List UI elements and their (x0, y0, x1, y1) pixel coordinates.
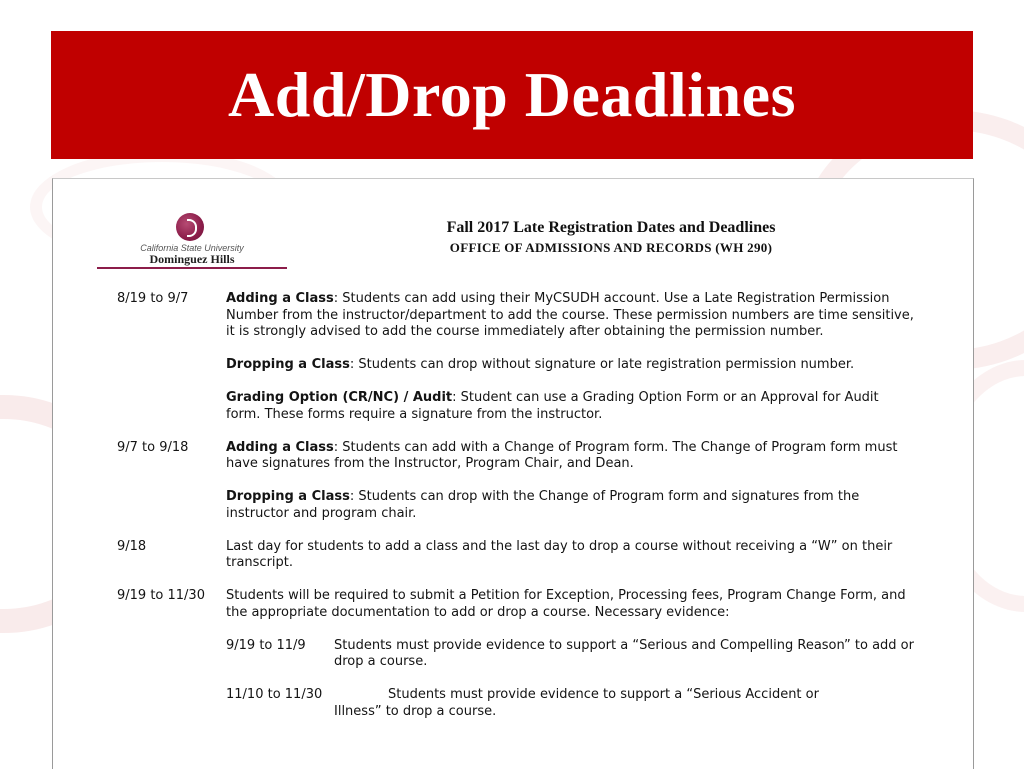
sub-entry-text (334, 687, 917, 720)
entry-date: 8/19 to 9/7 (117, 291, 189, 306)
entry-paragraph (226, 390, 917, 423)
deadline-entry (117, 539, 917, 572)
entry-date: 9/18 (117, 538, 147, 554)
paragraph-label: Dropping a Class (226, 357, 350, 372)
document-heading (293, 219, 929, 256)
slide-title: Add/Drop Deadlines (228, 59, 796, 130)
logo-rule (97, 267, 287, 269)
sub-entry-text-line: Illness” to drop a course. (334, 703, 497, 719)
university-seal-icon (176, 213, 204, 241)
sub-entry-text: Students must provide evidence to support a “Serious and Compelling Reason” to add or drop a course. (334, 637, 914, 669)
entry-paragraph (226, 440, 917, 473)
deadline-entry (117, 291, 917, 423)
deadline-entry (117, 588, 917, 720)
paragraph-text: : Students can drop without signature or late registration permission number. (349, 357, 855, 372)
evidence-sub-entry (226, 638, 917, 671)
entry-paragraph (226, 357, 917, 374)
paragraph-label: Grading Option (CR/NC) / Audit (226, 390, 453, 405)
paragraph-label: Adding a Class (226, 291, 334, 306)
evidence-sub-entry (226, 687, 917, 720)
paragraph-text: : Student can use a Grading Option Form or an Approval for Audit form. These forms require a signature from the instructor. (226, 390, 879, 422)
logo-line1: California State University (140, 243, 244, 253)
entry-body (226, 588, 917, 720)
entry-paragraph: Students will be required to submit a Petition for Exception, Processing fees, Program Change Form, and the appropriate documentation to add or drop a course. Necessary evidence: (226, 588, 906, 620)
title-banner (51, 31, 973, 159)
entry-paragraph: Last day for students to add a class and the last day to drop a course without receiving a “W” on their transcript. (226, 538, 893, 570)
document-title: Fall 2017 Late Registration Dates and Deadlines (446, 219, 776, 236)
paragraph-text: : Students can add with a Change of Program form. The Change of Program form must have signatures from the Instructor, Program Chair, and Dean. (226, 439, 898, 471)
entry-paragraph (226, 291, 917, 341)
entry-body (226, 291, 917, 423)
sub-entry-text-line: Students must provide evidence to support a “Serious Accident or (388, 687, 819, 702)
paragraph-text: : Students can drop with the Change of Program form and signatures from the instructor and program chair. (226, 489, 860, 521)
entry-date: 9/7 to 9/18 (117, 439, 189, 455)
document-image (52, 178, 974, 769)
deadline-list (117, 291, 917, 720)
sub-entry-date: 9/19 to 11/9 (226, 637, 306, 653)
entry-body (226, 440, 917, 523)
logo-line2: Dominguez Hills (149, 252, 235, 266)
entry-paragraph (226, 489, 917, 522)
entry-date: 9/19 to 11/30 (117, 588, 205, 603)
sub-entry-date: 11/10 to 11/30 (226, 687, 323, 702)
paragraph-text: : Students can add using their MyCSUDH account. Use a Late Registration Permission Number from the instructor/department to add the course. These permission numbers are time sensitive, it is strongly advised to add the course immediately after obtaining the permission number. (226, 291, 914, 339)
paragraph-label: Dropping a Class (226, 489, 350, 504)
entry-body (226, 539, 917, 572)
paragraph-label: Adding a Class (226, 439, 334, 455)
university-logo (97, 211, 287, 266)
deadline-entry (117, 440, 917, 523)
document-subtitle: OFFICE OF ADMISSIONS AND RECORDS (WH 290) (449, 240, 773, 255)
